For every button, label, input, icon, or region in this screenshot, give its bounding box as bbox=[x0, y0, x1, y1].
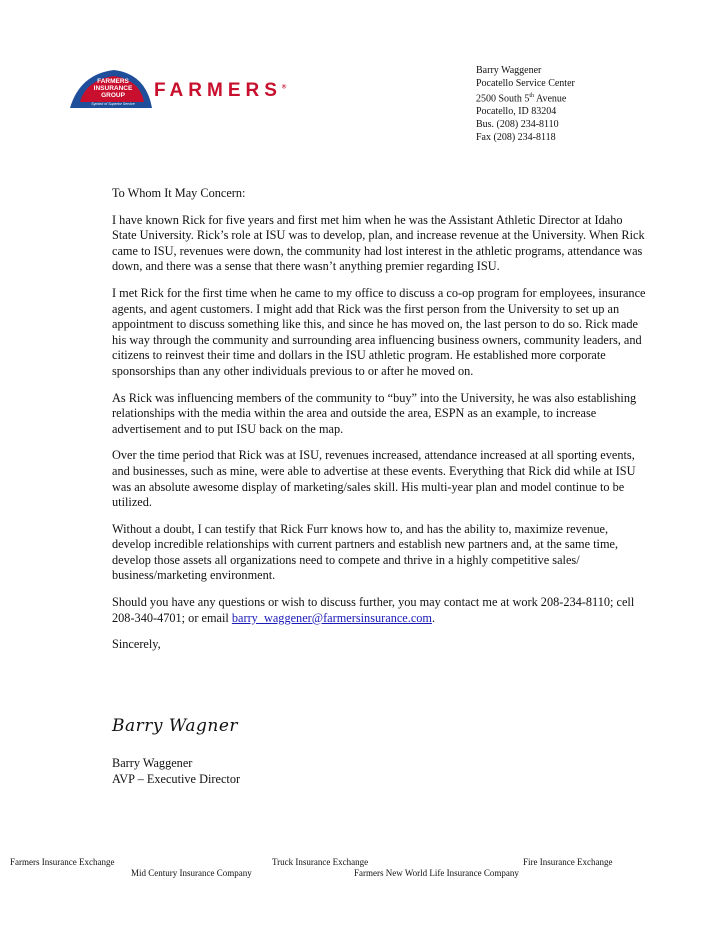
farmers-wordmark: FARMERS® bbox=[154, 80, 287, 101]
paragraph-5: Without a doubt, I can testify that Rick Furr knows how to, and has the ability to, maximize revenue, develop incredible relationships with current partners and establish new partners and, at the same time, develop those assets all organizations need to compete and thrive in a highly competitive sales/ business/marketing environment. bbox=[112, 521, 619, 583]
shield-line-2: INSURANCE bbox=[93, 85, 133, 92]
handwritten-signature: Barry Wagner bbox=[112, 716, 239, 736]
paragraph-1: I have known Rick for five years and first met him when he was the Assistant Athletic Director at Idaho State University. Rick’s role at ISU was to develop, plan, and increase revenue at the University. When Rick came to ISU, revenues were down, the community had lost interest in the athletic programs, attendance was down, and there was a sense that there wasn’t anything premier regarding ISU. bbox=[112, 212, 645, 274]
shield-tagline: Symbol of Superior Service bbox=[91, 102, 135, 106]
closing: Sincerely, bbox=[112, 637, 161, 652]
email-link[interactable]: barry_waggener@farmersinsurance.com bbox=[231, 610, 432, 625]
sender-fax: Fax (208) 234-8118 bbox=[476, 132, 556, 144]
sender-name: Barry Waggener bbox=[476, 65, 542, 76]
sender-street: 2500 South 5th Avenue bbox=[476, 93, 567, 105]
paragraph-4: Over the time period that Rick was at ISU, revenues increased, attendance increased at all sporting events, and businesses, such as mine, were able to advertise at these events. Everything that Rick did while at ISU was an absolute awesome display of marketing/sales skill. His multi-year plan and model continue to be utilized. bbox=[112, 448, 636, 510]
farmers-logo bbox=[66, 68, 288, 112]
sender-address bbox=[476, 64, 575, 144]
sender-city: Pocatello, ID 83204 bbox=[476, 106, 557, 118]
signer-block bbox=[112, 756, 240, 787]
footer-company: Fire Insurance Exchange bbox=[523, 857, 613, 867]
footer-company: Farmers Insurance Exchange bbox=[10, 857, 115, 867]
signer-name: Barry Waggener bbox=[112, 756, 193, 770]
farmers-shield-icon bbox=[66, 68, 156, 112]
letter-body bbox=[112, 186, 647, 664]
contact-paragraph: Should you have any questions or wish to discuss further, you may contact me at work 208-234-8110; cell 208-340-4701; or email barry_waggener@farmersinsurance.com. bbox=[112, 595, 635, 625]
paragraph-2: I met Rick for the first time when he came to my office to discuss a co-op program for employees, insurance agents, and agent customers. I might add that Rick was the first person from the University to set up an appointment to discuss something like this, and since he has moved on, the last person to do so. Rick made his way through the community and surrounding area influencing business owners, community leaders, and citizens to reinvest their time and dollars in the ISU athletic program. He established more corporate sponsorships than any other individuals previous to or after he moved on. bbox=[112, 285, 646, 378]
footer-company: Truck Insurance Exchange bbox=[272, 857, 369, 867]
signer-title: AVP – Executive Director bbox=[112, 771, 241, 786]
sender-phone: Bus. (208) 234-8110 bbox=[476, 119, 559, 131]
sender-office: Pocatello Service Center bbox=[476, 78, 575, 89]
shield-line-3: GROUP bbox=[101, 92, 125, 99]
salutation: To Whom It May Concern: bbox=[112, 186, 246, 200]
paragraph-3: As Rick was influencing members of the community to “buy” into the University, he was also establishing relationships with the media within the area and outside the area, ESPN as an example, to increase advertisement and to put ISU back on the map. bbox=[112, 390, 637, 436]
shield-line-1: FARMERS bbox=[97, 78, 129, 85]
footer-company: Mid Century Insurance Company bbox=[131, 868, 252, 878]
footer-company: Farmers New World Life Insurance Company bbox=[354, 868, 519, 878]
